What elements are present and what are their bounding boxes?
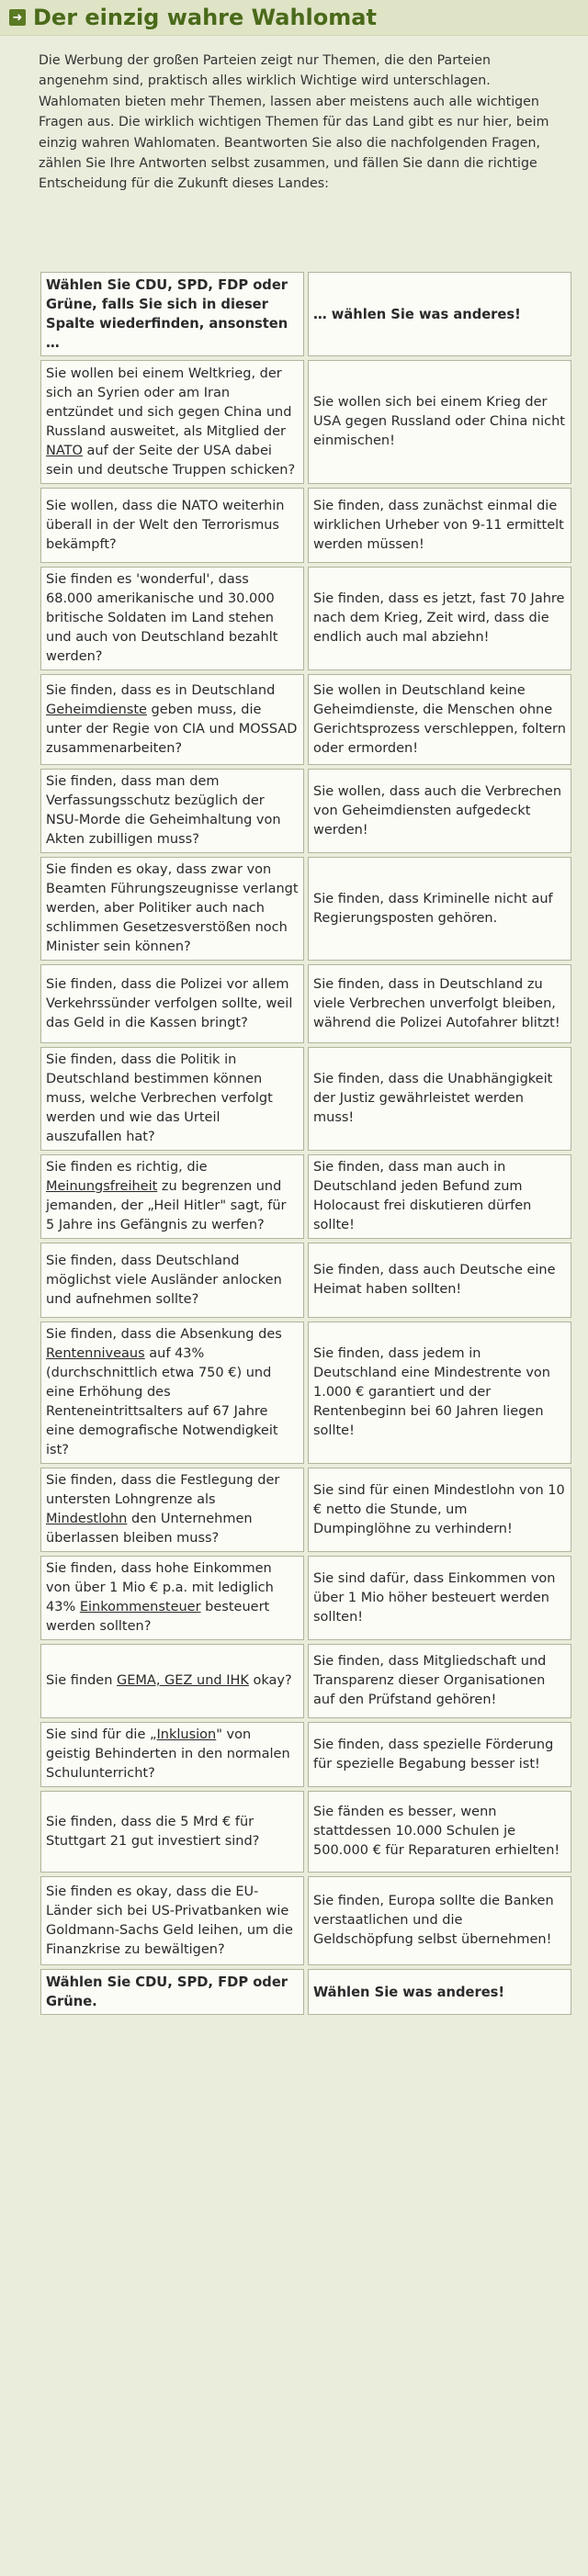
left-link[interactable]: Meinungsfreiheit [46, 1179, 158, 1194]
table-row [40, 1722, 571, 1787]
left-text-continued: den Unternehmen überlassen bleiben muss? [46, 1512, 253, 1546]
right-text: Sie finden, dass Kriminelle nicht auf Regierungsposten gehören. [313, 891, 553, 926]
left-text: Sie finden, dass die Politik in Deutschland bestimmen können muss, welche Verbrechen verfolgt werden und wie das Urteil auszufallen hat? [46, 1052, 273, 1144]
left-link[interactable]: GEMA, GEZ und IHK [117, 1673, 249, 1688]
left-text-continued: geben muss, die unter der Regie von CIA und MOSSAD zusammenarbeiten? [46, 702, 298, 756]
table-cell-right [308, 1556, 571, 1640]
right-text: Sie wollen, dass auch die Verbrechen von Geheimdiensten aufgedeckt werden! [313, 783, 562, 838]
table-row [40, 1791, 571, 1873]
table-cell-left [40, 360, 304, 484]
table-row [40, 1556, 571, 1640]
left-text-continued: zu begrenzen und jemanden, der „Heil Hitler" sagt, für 5 Jahre ins Gefängnis zu werfen? [46, 1179, 287, 1232]
left-link[interactable]: Einkommensteuer [79, 1600, 201, 1614]
table-cell-right [308, 488, 571, 563]
table-cell-left [40, 1322, 304, 1464]
left-link[interactable]: Rentenniveaus [46, 1346, 145, 1361]
right-text: Sie sind für einen Mindestlohn von 10 € netto die Stunde, um Dumpinglöhne zu verhindern! [313, 1482, 565, 1536]
left-text: Sie finden, dass Deutschland möglichst viele Ausländer anlocken und aufnehmen sollte? [46, 1253, 282, 1307]
table-cell-left [40, 1468, 304, 1552]
table-row [40, 674, 571, 765]
left-text: Sie finden es 'wonderful', dass 68.000 amerikanische und 30.000 britische Soldaten im Land stehen und auch von Deutschland bezahlt werden? [46, 572, 278, 664]
arrow-right-square-icon: ➜ [9, 9, 26, 26]
right-text: Sie fänden es besser, wenn stattdessen 10.000 Schulen je 500.000 € für Reparaturen erhielten! [313, 1805, 560, 1858]
table-row [40, 1322, 571, 1464]
comparison-table-body [40, 272, 571, 2015]
left-text: Sie finden, dass man dem Verfassungsschutz bezüglich der NSU-Morde die Geheimhaltung von Akten zubilligen muss? [46, 774, 281, 847]
left-text: Sie wollen, dass die NATO weiterhin überall in der Welt den Terrorismus bekämpft? [46, 498, 285, 552]
left-text-continued: auf 43% (durchschnittlich etwa 750 €) und eine Erhöhung des Renteneintrittsalters auf 67 Jahre eine demografische Notwendigkeit ist? [46, 1346, 278, 1457]
table-cell-left [40, 1791, 304, 1873]
table-cell-right [308, 1322, 571, 1464]
left-link[interactable]: Inklusion [156, 1727, 217, 1742]
table-cell-right [308, 1791, 571, 1873]
table-cell-right [308, 857, 571, 961]
table-cell-left [40, 1876, 304, 1965]
right-text: Sie finden, dass jedem in Deutschland eine Mindestrente von 1.000 € garantiert und der Rentenbeginn bei 60 Jahren liegen sollte! [313, 1346, 550, 1438]
left-text-continued: besteuert werden sollten? [46, 1600, 270, 1634]
table-cell-right [308, 674, 571, 765]
comparison-table [37, 268, 575, 2019]
table-row [40, 360, 571, 484]
left-text: Sie sind für die „ [46, 1727, 157, 1742]
left-text: Sie finden, dass die 5 Mrd € für Stuttgart 21 gut investiert sind? [46, 1814, 260, 1849]
footer-left-cell: Wählen Sie CDU, SPD, FDP oder Grüne. [40, 1969, 304, 2015]
right-text: Sie finden, dass man auch in Deutschland jeden Befund zum Holocaust frei diskutieren dürfen sollte! [313, 1160, 532, 1232]
left-text: Sie finden es okay, dass die EU-Länder sich bei US-Privatbanken wie Goldmann-Sachs Geld leihen, um die Finanzkrise zu bewältigen? [46, 1884, 293, 1957]
table-row [40, 769, 571, 853]
table-cell-right [308, 964, 571, 1043]
table-cell-left [40, 674, 304, 765]
left-text: Sie finden es okay, dass zwar von Beamten Führungszeugnisse verlangt werden, aber Politiker auch nach schlimmen Gesetzesverstößen noch Minister sein können? [46, 862, 299, 954]
table-row [40, 1468, 571, 1552]
table-cell-left [40, 1243, 304, 1318]
right-text: Sie sind dafür, dass Einkommen von über 1 Mio höher besteuert werden sollten! [313, 1570, 556, 1625]
left-link[interactable]: Geheimdienste [46, 702, 147, 717]
left-link[interactable]: Mindestlohn [46, 1512, 128, 1526]
footer-right-cell: Wählen Sie was anderes! [308, 1969, 571, 2015]
table-cell-right [308, 567, 571, 670]
left-text: Sie finden [46, 1673, 118, 1688]
table-row [40, 964, 571, 1043]
table-cell-left [40, 964, 304, 1043]
right-text: Sie finden, dass spezielle Förderung für spezielle Begabung besser ist! [313, 1737, 554, 1772]
table-cell-right [308, 360, 571, 484]
table-row [40, 1644, 571, 1718]
left-text: Sie finden, dass es in Deutschland [46, 682, 276, 698]
table-cell-right [308, 1154, 571, 1239]
table-cell-left [40, 1644, 304, 1718]
table-row [40, 1047, 571, 1151]
table-cell-right [308, 1644, 571, 1718]
table-cell-right [308, 1876, 571, 1965]
left-text: Sie finden, dass die Festlegung der untersten Lohngrenze als [46, 1473, 280, 1507]
left-text: Sie finden, dass die Absenkung des [46, 1327, 282, 1342]
section-header [0, 0, 588, 36]
table-cell-left [40, 488, 304, 563]
comparison-table-wrapper [37, 268, 575, 2019]
right-text: Sie finden, dass in Deutschland zu viele Verbrechen unverfolgt bleiben, während die Polizei Autofahrer blitzt! [313, 976, 560, 1030]
right-text: Sie wollen in Deutschland keine Geheimdienste, die Menschen ohne Gerichtsprozess verschleppen, foltern oder ermorden! [313, 682, 566, 756]
table-cell-right [308, 1047, 571, 1151]
page-title: Der einzig wahre Wahlomat [33, 5, 377, 30]
table-cell-left [40, 1154, 304, 1239]
left-text-continued: auf der Seite der USA dabei sein und deutsche Truppen schicken? [46, 443, 296, 478]
table-row [40, 857, 571, 961]
right-text: Sie finden, dass Mitgliedschaft und Transparenz dieser Organisationen auf den Prüfstand gehören! [313, 1654, 547, 1707]
right-text: Sie finden, dass zunächst einmal die wirklichen Urheber von 9-11 ermittelt werden müssen! [313, 498, 564, 552]
intro-paragraph: Die Werbung der großen Parteien zeigt nur Themen, die den Parteien angenehm sind, praktisch alles wirklich Wichtige wird unterschlagen. Wahlomaten bieten mehr Themen, lassen aber meistens auch alle wichtigen Fragen aus. Die wirklich wichtigen Themen für das Land gibt es nur hier, beim einzig wahren Wahlomaten. Beantworten Sie also die nachfolgenden Fragen, zählen Sie Ihre Antworten selbst zusammen, und fällen Sie dann die richtige Entscheidung für die Zukunft dieses Landes: [39, 53, 549, 192]
right-text: Sie finden, dass die Unabhängigkeit der Justiz gewährleistet werden muss! [313, 1072, 553, 1125]
left-text-continued: " von geistig Behinderten in den normalen Schulunterricht? [46, 1727, 290, 1781]
table-cell-left [40, 1722, 304, 1787]
table-cell-right [308, 1722, 571, 1787]
table-cell-right [308, 1243, 571, 1318]
table-row [40, 1154, 571, 1239]
header-right-cell: … wählen Sie was anderes! [308, 272, 571, 356]
right-text: Sie finden, dass es jetzt, fast 70 Jahre nach dem Krieg, Zeit wird, dass die endlich auch mal abziehn! [313, 591, 565, 645]
right-text: Sie finden, dass auch Deutsche eine Heimat haben sollten! [313, 1263, 556, 1297]
right-text: Sie wollen sich bei einem Krieg der USA gegen Russland oder China nicht einmischen! [313, 395, 565, 448]
table-cell-left [40, 769, 304, 853]
table-row [40, 567, 571, 670]
table-cell-left [40, 857, 304, 961]
table-cell-right [308, 769, 571, 853]
table-footer-row [40, 1969, 571, 2015]
table-header-row [40, 272, 571, 356]
table-row [40, 1876, 571, 1965]
left-text-continued: okay? [248, 1673, 292, 1688]
left-text: Sie finden es richtig, die [46, 1160, 208, 1175]
table-cell-left [40, 1047, 304, 1151]
table-cell-right [308, 1468, 571, 1552]
table-cell-left [40, 1556, 304, 1640]
left-text: Sie finden, dass die Polizei vor allem Verkehrssünder verfolgen sollte, weil das Geld in die Kassen bringt? [46, 976, 293, 1030]
table-cell-left [40, 567, 304, 670]
header-left-cell: Wählen Sie CDU, SPD, FDP oder Grüne, falls Sie sich in dieser Spalte wiederfinden, ansonsten … [40, 272, 304, 356]
table-row [40, 488, 571, 563]
left-text: Sie finden, dass hohe Einkommen von über 1 Mio € p.a. mit lediglich 43% [46, 1561, 274, 1614]
right-text: Sie finden, Europa sollte die Banken verstaatlichen und die Geldschöpfung selbst übernehmen! [313, 1894, 554, 1947]
left-link[interactable]: NATO [46, 443, 83, 458]
table-row [40, 1243, 571, 1318]
left-text: Sie wollen bei einem Weltkrieg, der sich an Syrien oder am Iran entzündet und sich gegen China und Russland ausweitet, als Mitglied der [46, 366, 292, 439]
